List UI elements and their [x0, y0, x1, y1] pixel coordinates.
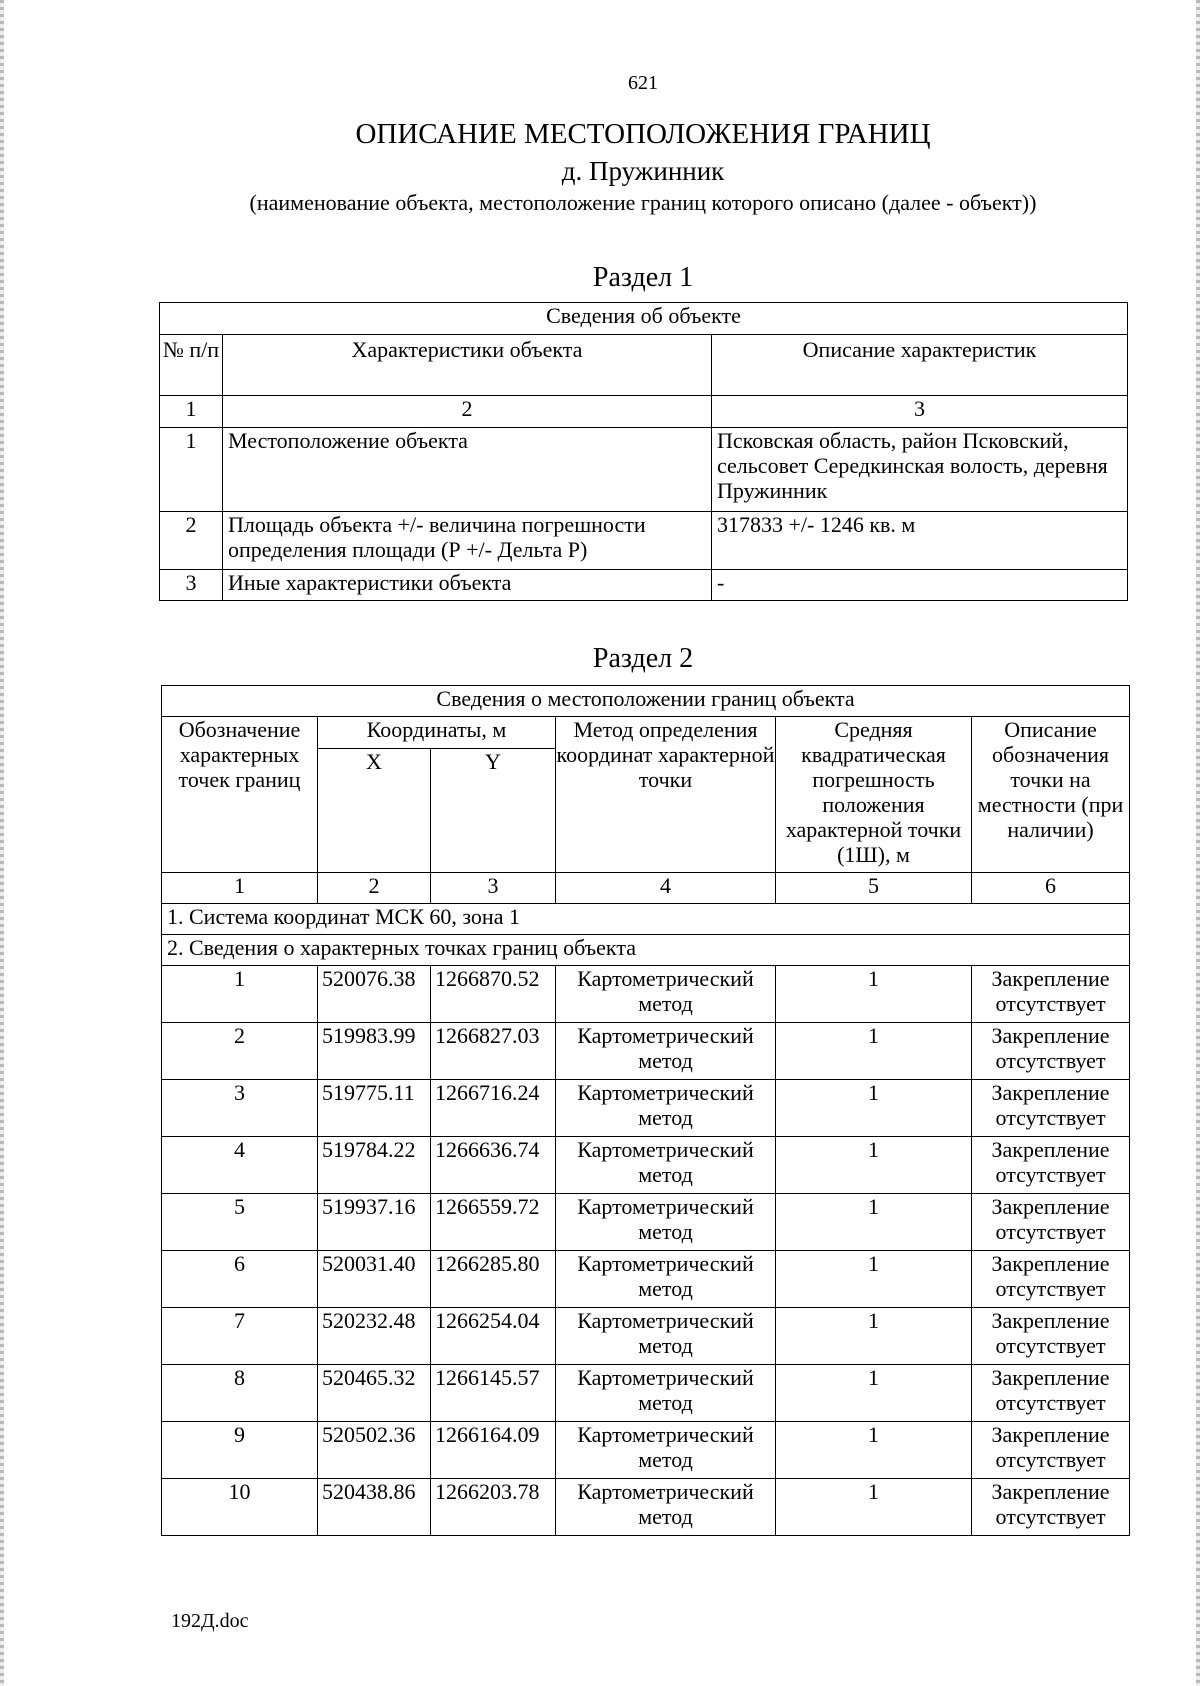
column-number: 2 — [223, 396, 712, 428]
point-error: 1 — [776, 966, 972, 1023]
header-coordinates: Координаты, м — [318, 717, 556, 749]
points-caption: 2. Сведения о характерных точках границ объекта — [162, 935, 1130, 966]
point-method: Картометрический метод — [556, 1251, 776, 1308]
point-y: 1266164.09 — [431, 1422, 556, 1479]
column-number: 4 — [556, 873, 776, 904]
coordinate-system: 1. Система координат МСК 60, зона 1 — [162, 904, 1130, 935]
table-row — [162, 1422, 1130, 1479]
point-method: Картометрический метод — [556, 1422, 776, 1479]
point-id: 6 — [162, 1251, 318, 1308]
row-number: 1 — [160, 428, 223, 512]
point-id: 1 — [162, 966, 318, 1023]
point-y: 1266870.52 — [431, 966, 556, 1023]
document-title: ОПИСАНИЕ МЕСТОПОЛОЖЕНИЯ ГРАНИЦ — [355, 118, 931, 150]
header-x: X — [318, 749, 431, 873]
point-id: 4 — [162, 1137, 318, 1194]
column-number: 1 — [160, 396, 223, 428]
point-x: 520502.36 — [318, 1422, 431, 1479]
point-id: 7 — [162, 1308, 318, 1365]
point-id: 2 — [162, 1023, 318, 1080]
header-characteristic: Характеристики объекта — [223, 335, 712, 396]
point-x: 520031.40 — [318, 1251, 431, 1308]
point-x: 520232.48 — [318, 1308, 431, 1365]
table-row — [162, 1251, 1130, 1308]
scan-edge-left — [0, 0, 4, 1686]
point-description: Закрепление отсутствует — [972, 1137, 1130, 1194]
point-error: 1 — [776, 1137, 972, 1194]
point-x: 519983.99 — [318, 1023, 431, 1080]
table-row — [160, 428, 1128, 512]
object-info-table — [159, 302, 1128, 601]
row-description: 317833 +/- 1246 кв. м — [712, 512, 1128, 570]
table-row — [162, 1479, 1130, 1536]
point-error: 1 — [776, 1308, 972, 1365]
point-method: Картометрический метод — [556, 1308, 776, 1365]
point-description: Закрепление отсутствует — [972, 1308, 1130, 1365]
point-method: Картометрический метод — [556, 1479, 776, 1536]
point-error: 1 — [776, 1080, 972, 1137]
section1-heading: Раздел 1 — [592, 262, 694, 293]
row-description: - — [712, 570, 1128, 601]
points-list — [162, 966, 1130, 1536]
table-row — [162, 1080, 1130, 1137]
point-description: Закрепление отсутствует — [972, 1365, 1130, 1422]
point-x: 520076.38 — [318, 966, 431, 1023]
point-error: 1 — [776, 1365, 972, 1422]
header-error: Средняя квадратическая погрешность положения характерной точки (1Ш), м — [776, 717, 972, 873]
table-row — [162, 1023, 1130, 1080]
column-number: 1 — [162, 873, 318, 904]
row-description: Псковская область, район Псковский, сельсовет Середкинская волость, деревня Пружинник — [712, 428, 1128, 512]
object-info-caption: Сведения об объекте — [160, 303, 1128, 335]
page-number: 621 — [628, 72, 658, 94]
point-x: 519775.11 — [318, 1080, 431, 1137]
row-number: 2 — [160, 512, 223, 570]
row-characteristic: Иные характеристики объекта — [223, 570, 712, 601]
point-method: Картометрический метод — [556, 1365, 776, 1422]
column-number: 5 — [776, 873, 972, 904]
table-row — [162, 1308, 1130, 1365]
point-method: Картометрический метод — [556, 1080, 776, 1137]
table-row — [162, 1365, 1130, 1422]
point-id: 3 — [162, 1080, 318, 1137]
header-number: № п/п — [160, 335, 223, 396]
header-method: Метод определения координат характерной точки — [556, 717, 776, 873]
point-id: 8 — [162, 1365, 318, 1422]
column-number: 2 — [318, 873, 431, 904]
point-description: Закрепление отсутствует — [972, 1080, 1130, 1137]
point-error: 1 — [776, 1479, 972, 1536]
point-error: 1 — [776, 1422, 972, 1479]
column-number: 6 — [972, 873, 1130, 904]
boundary-points-table — [161, 685, 1130, 1536]
document-caption: (наименование объекта, местоположение границ которого описано (далее - объект)) — [249, 190, 1037, 215]
point-method: Картометрический метод — [556, 966, 776, 1023]
point-description: Закрепление отсутствует — [972, 1422, 1130, 1479]
header-description: Описание характеристик — [712, 335, 1128, 396]
point-y: 1266636.74 — [431, 1137, 556, 1194]
point-y: 1266559.72 — [431, 1194, 556, 1251]
section2-heading: Раздел 2 — [592, 643, 694, 674]
point-y: 1266145.57 — [431, 1365, 556, 1422]
point-description: Закрепление отсутствует — [972, 1023, 1130, 1080]
header-point-description: Описание обозначения точки на местности (при наличии) — [972, 717, 1130, 873]
point-x: 520465.32 — [318, 1365, 431, 1422]
table-row — [160, 512, 1128, 570]
table-row — [162, 1137, 1130, 1194]
point-method: Картометрический метод — [556, 1023, 776, 1080]
table-row — [162, 1194, 1130, 1251]
point-method: Картометрический метод — [556, 1137, 776, 1194]
footer-filename: 192Д.doc — [171, 1610, 249, 1632]
point-error: 1 — [776, 1023, 972, 1080]
point-description: Закрепление отсутствует — [972, 1194, 1130, 1251]
point-y: 1266203.78 — [431, 1479, 556, 1536]
point-y: 1266716.24 — [431, 1080, 556, 1137]
row-characteristic: Площадь объекта +/- величина погрешности определения площади (Р +/- Дельта Р) — [223, 512, 712, 570]
point-y: 1266254.04 — [431, 1308, 556, 1365]
point-x: 520438.86 — [318, 1479, 431, 1536]
point-error: 1 — [776, 1194, 972, 1251]
document-subtitle: д. Пружинник — [561, 156, 725, 186]
point-id: 5 — [162, 1194, 318, 1251]
point-error: 1 — [776, 1251, 972, 1308]
point-y: 1266827.03 — [431, 1023, 556, 1080]
point-description: Закрепление отсутствует — [972, 966, 1130, 1023]
point-x: 519937.16 — [318, 1194, 431, 1251]
point-description: Закрепление отсутствует — [972, 1479, 1130, 1536]
point-description: Закрепление отсутствует — [972, 1251, 1130, 1308]
scan-edge-right — [1196, 0, 1200, 1686]
row-number: 3 — [160, 570, 223, 601]
column-number: 3 — [712, 396, 1128, 428]
point-id: 9 — [162, 1422, 318, 1479]
point-id: 10 — [162, 1479, 318, 1536]
row-characteristic: Местоположение объекта — [223, 428, 712, 512]
table-row — [162, 966, 1130, 1023]
column-number: 3 — [431, 873, 556, 904]
table-row — [160, 570, 1128, 601]
header-y: Y — [431, 749, 556, 873]
boundary-info-caption: Сведения о местоположении границ объекта — [162, 686, 1130, 717]
point-y: 1266285.80 — [431, 1251, 556, 1308]
point-x: 519784.22 — [318, 1137, 431, 1194]
point-method: Картометрический метод — [556, 1194, 776, 1251]
header-point-designation: Обозначение характерных точек границ — [162, 717, 318, 873]
